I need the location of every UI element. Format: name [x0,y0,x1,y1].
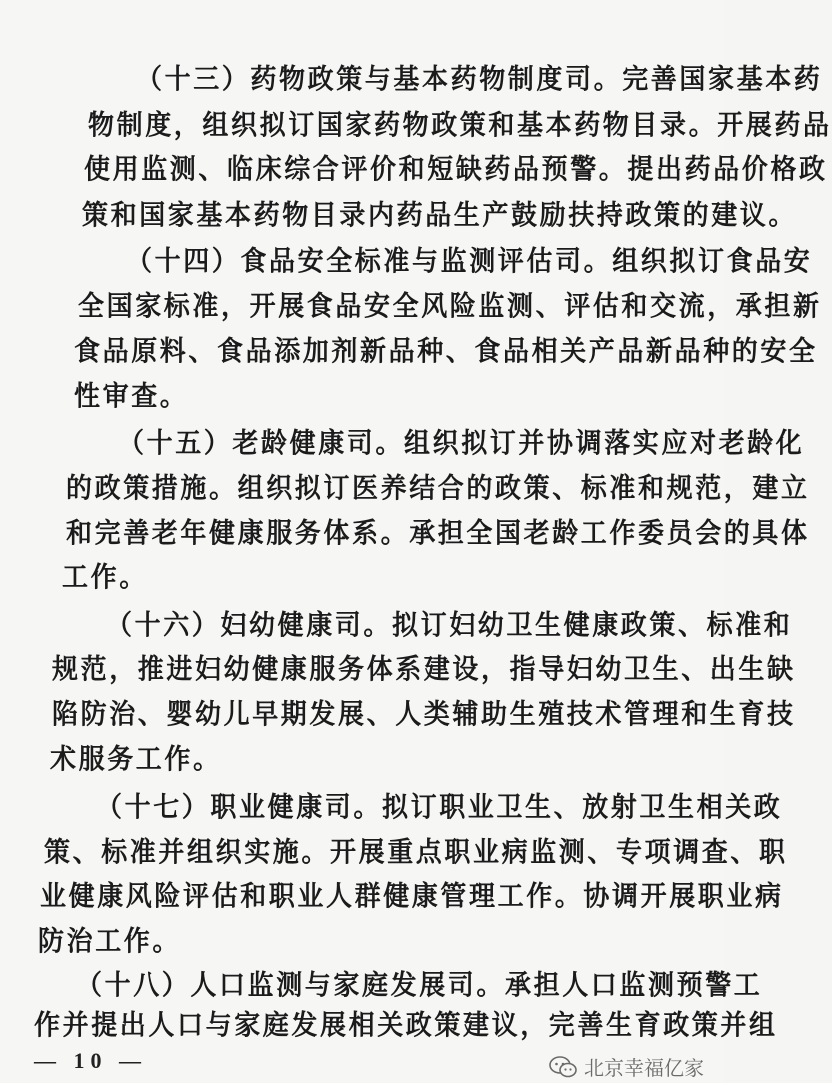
text-line: 物制度，组织拟订国家药物政策和基本药物目录。开展药品 [88,110,832,142]
text-line: 陷防治、婴幼儿早期发展、人类辅助生殖技术管理和生育技 [52,699,796,731]
text-line: （十八）人口监测与家庭发展司。承担人口监测预警工 [76,970,763,1002]
text-line: 食品原料、食品添加剂新品种、食品相关产品新品种的安全 [74,336,818,368]
text-line: 规范，推进妇幼健康服务体系建设，指导妇幼卫生、出生缺 [52,654,796,686]
text-line: 和完善老年健康服务体系。承担全国老龄工作委员会的具体 [66,518,810,550]
text-line: （十六）妇幼健康司。拟订妇幼卫生健康政策、标准和 [106,610,793,642]
text-line: （十四）食品安全标准与监测评估司。组织拟订食品安 [126,246,813,278]
text-line: （十七）职业健康司。拟订职业卫生、放射卫生相关政 [96,792,783,824]
text-line: 工作。 [62,562,148,594]
watermark-text: 北京幸福亿家 [584,1056,704,1080]
text-line: 作并提出人口与家庭发展相关政策建议，完善生育政策并组 [34,1010,778,1042]
text-line: 全国家标准，开展食品安全风险监测、评估和交流，承担新 [78,291,822,323]
text-line: 策和国家基本药物目录内药品生产鼓励扶持政策的建议。 [82,200,798,232]
text-line: （十三）药物政策与基本药物制度司。完善国家基本药 [136,64,823,96]
text-line: 策、标准并组织实施。开展重点职业病监测、专项调查、职 [44,837,788,869]
text-line: 防治工作。 [38,926,182,958]
page-number: — 10 — [34,1048,147,1073]
wechat-icon [548,1056,578,1078]
text-line: 业健康风险评估和职业人群健康管理工作。协调开展职业病 [40,881,784,913]
text-line: 使用监测、临床综合评价和短缺药品预警。提出药品价格政 [84,154,828,186]
text-line: （十五）老龄健康司。组织拟订并协调落实应对老龄化 [118,428,805,460]
text-line: 性审查。 [74,381,189,413]
text-line: 术服务工作。 [50,744,222,776]
text-line: 的政策措施。组织拟订医养结合的政策、标准和规范，建立 [66,473,810,505]
watermark [548,1052,704,1081]
